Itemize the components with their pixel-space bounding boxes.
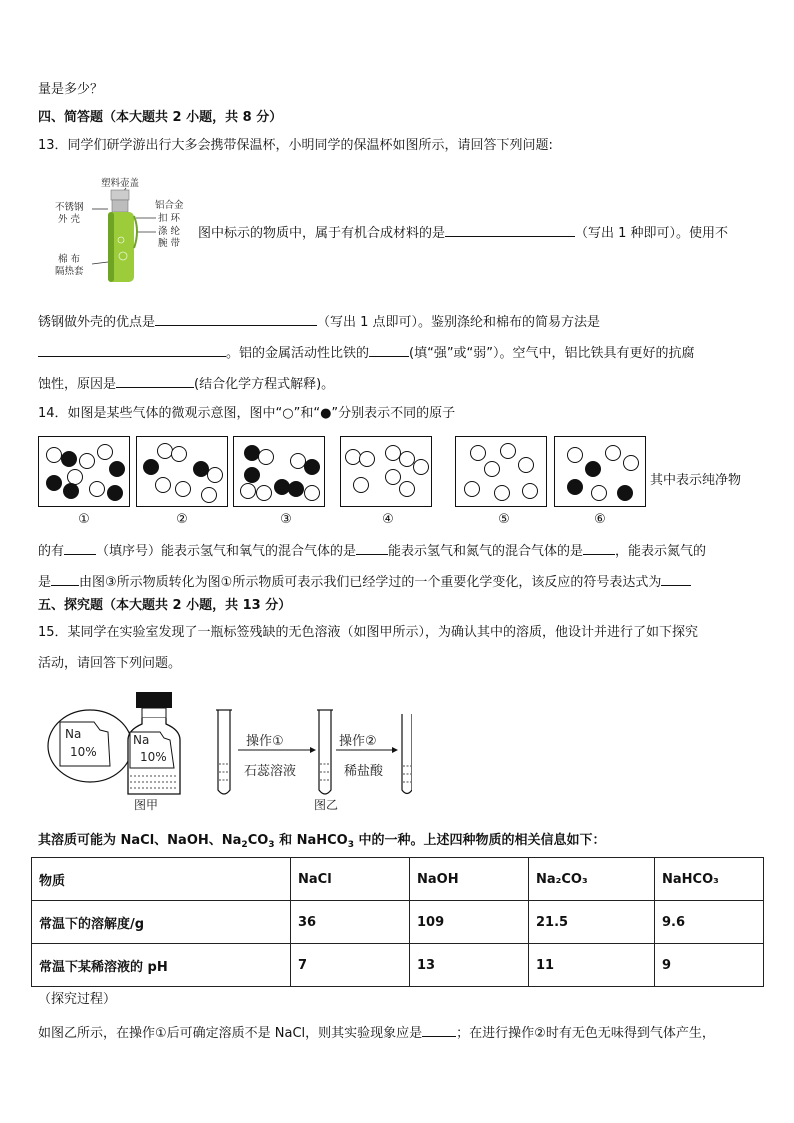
molecule-box-5 [455,436,547,507]
bottle-icon [48,176,198,286]
label-polyester: 涤 纶 [158,226,181,237]
molecule-box-1 [38,436,130,507]
q13-line-b [38,312,600,332]
q14-text: 由图③所示物质转化为图①所示物质可表示我们已经学过的一个重要化学变化，该反应的符号表达式为 [79,575,662,590]
process-heading: （探究过程） [38,992,117,1007]
table-cell: 7 [291,944,410,987]
molecule-number-6: ⑥ [594,512,606,527]
label-polyester-2: 腕 带 [158,238,181,249]
caption-jia: 图甲 [134,798,159,812]
q13-text: （写出 1 点即可）。鉴别涤纶和棉布的简易方法是 [317,315,601,330]
section-heading: 四、简答题（本大题共 2 小题，共 8 分） [38,110,283,125]
q15-solute-line: 其溶质可能为 NaCl、NaOH、$Na_2CO_3$ 和 NaHCO$_3$ 中的一种。上述四种物质的相关信息如下： [38,833,606,850]
q15-text: 如图乙所示，在操作①后可确定溶质不是 NaCl，则其实验现象应是 [38,1026,423,1041]
label-op1: 操作① [246,734,284,749]
q13-line-a [198,223,728,243]
q13-line-d [38,374,334,394]
answer-blank[interactable] [356,541,388,555]
label-steel-2: 外 壳 [58,214,81,225]
label-op2: 操作② [339,734,377,749]
molecule-number-2: ② [176,512,188,527]
label-na-left: Na [65,727,82,741]
label-percent-bottle: 10% [140,750,167,764]
label-ring: 扣 环 [158,213,181,224]
q13-text: 锈钢做外壳的优点是 [38,315,156,330]
answer-blank[interactable] [661,572,691,586]
table-row [32,901,764,944]
q14-text: 的有 [38,544,65,559]
table-header-cell: 物质 [32,858,291,901]
table-cell: 常温下的溶解度/g [32,901,291,944]
label-cotton: 棉 布 [58,254,81,265]
q13-text: 。铝的金属活动性比铁的 [226,346,370,361]
label-litmus: 石蕊溶液 [244,764,297,779]
reagent-bottle-figure [38,688,198,818]
label-lid: 塑料壶盖 [101,178,140,189]
q15-text: CO [247,833,269,848]
label-na-bottle: Na [133,733,150,747]
q13-text: 蚀性，原因是 [38,377,117,392]
label-alloy: 铝合金 [155,200,184,211]
q15-text: ；在进行操作②时有无色无味得到气体产生， [456,1026,715,1041]
q14-line-b [38,572,691,592]
q13-text: （写出 1 种即可）。使用不 [575,226,729,241]
q15-text: 其溶质可能为 NaCl、NaOH、Na [38,833,242,848]
table-cell: 21.5 [529,901,655,944]
q14-text: 能表示氢气和氮气的混合气体的是 [388,544,584,559]
q15-line-d [38,1023,715,1043]
answer-blank[interactable] [64,541,96,555]
q15-text: 和 NaHCO [274,833,348,848]
caption-yi: 图乙 [314,798,339,812]
section-heading: 五、探究题（本大题共 2 小题，共 13 分） [38,598,292,613]
molecule-number-3: ③ [280,512,292,527]
table-header-row [32,858,764,901]
question-13: 13．同学们研学游出行大多会携带保温杯，小明同学的保温杯如图所示，请回答下列问题: [38,138,553,153]
answer-blank[interactable] [445,223,575,237]
label-percent-left: 10% [70,745,97,759]
answer-blank[interactable] [116,374,194,388]
table-cell: 36 [291,901,410,944]
answer-blank[interactable] [51,572,79,586]
q15-text: 中的一种。上述四种物质的相关信息如下： [354,833,606,848]
label-cotton-2: 隔热套 [55,266,84,277]
q13-line-c [38,343,695,363]
answer-blank[interactable] [38,343,226,357]
answer-blank[interactable] [583,541,615,555]
table-header-cell: NaCl [291,858,410,901]
molecule-box-6 [554,436,646,507]
table-header-cell: NaHCO₃ [655,858,764,901]
q14-line-a [38,541,706,561]
table-header-cell: Na₂CO₃ [529,858,655,901]
molecule-box-4 [340,436,432,507]
q14-text: ，能表示氮气的 [615,544,707,559]
properties-table [31,857,764,987]
molecule-number-1: ① [78,512,90,527]
table-header-cell: NaOH [410,858,529,901]
molecule-box-3 [233,436,325,507]
question-14: 14．如图是某些气体的微观示意图，图中“○”和“●”分别表示不同的原子 [38,406,456,421]
thermos-bottle-figure [48,176,198,286]
question-15-cont: 活动，请回答下列问题。 [38,656,182,671]
answer-blank[interactable] [422,1023,456,1037]
table-row [32,944,764,987]
molecule-box-2 [136,436,228,507]
table-cell: 13 [410,944,529,987]
answer-blank[interactable] [369,343,409,357]
q13-text: (填“强”或“弱”）。空气中，铝比铁具有更好的抗腐 [409,346,695,361]
table-cell: 9 [655,944,764,987]
q13-text: (结合化学方程式解释)。 [194,377,335,392]
text-line: 量是多少？ [38,82,104,97]
label-steel: 不锈钢 [55,202,84,213]
molecule-number-4: ④ [382,512,394,527]
table-cell: 11 [529,944,655,987]
answer-blank[interactable] [155,312,317,326]
question-15: 15．某同学在实验室发现了一瓶标签残缺的无色溶液（如图甲所示），为确认其中的溶质，他设计并进行了如下探究 [38,625,699,640]
q14-right-text: 其中表示纯净物 [650,473,742,488]
table-cell: 109 [410,901,529,944]
q14-text: 是 [38,575,52,590]
q14-text: （填序号）能表示氢气和氧气的混合气体的是 [96,544,357,559]
table-cell: 常温下某稀溶液的 pH [32,944,291,987]
label-hcl: 稀盐酸 [344,764,384,779]
molecule-number-5: ⑤ [498,512,510,527]
test-tubes-figure [212,706,412,806]
q13-text: 图中标示的物质中，属于有机合成材料的是 [198,226,446,241]
table-cell: 9.6 [655,901,764,944]
